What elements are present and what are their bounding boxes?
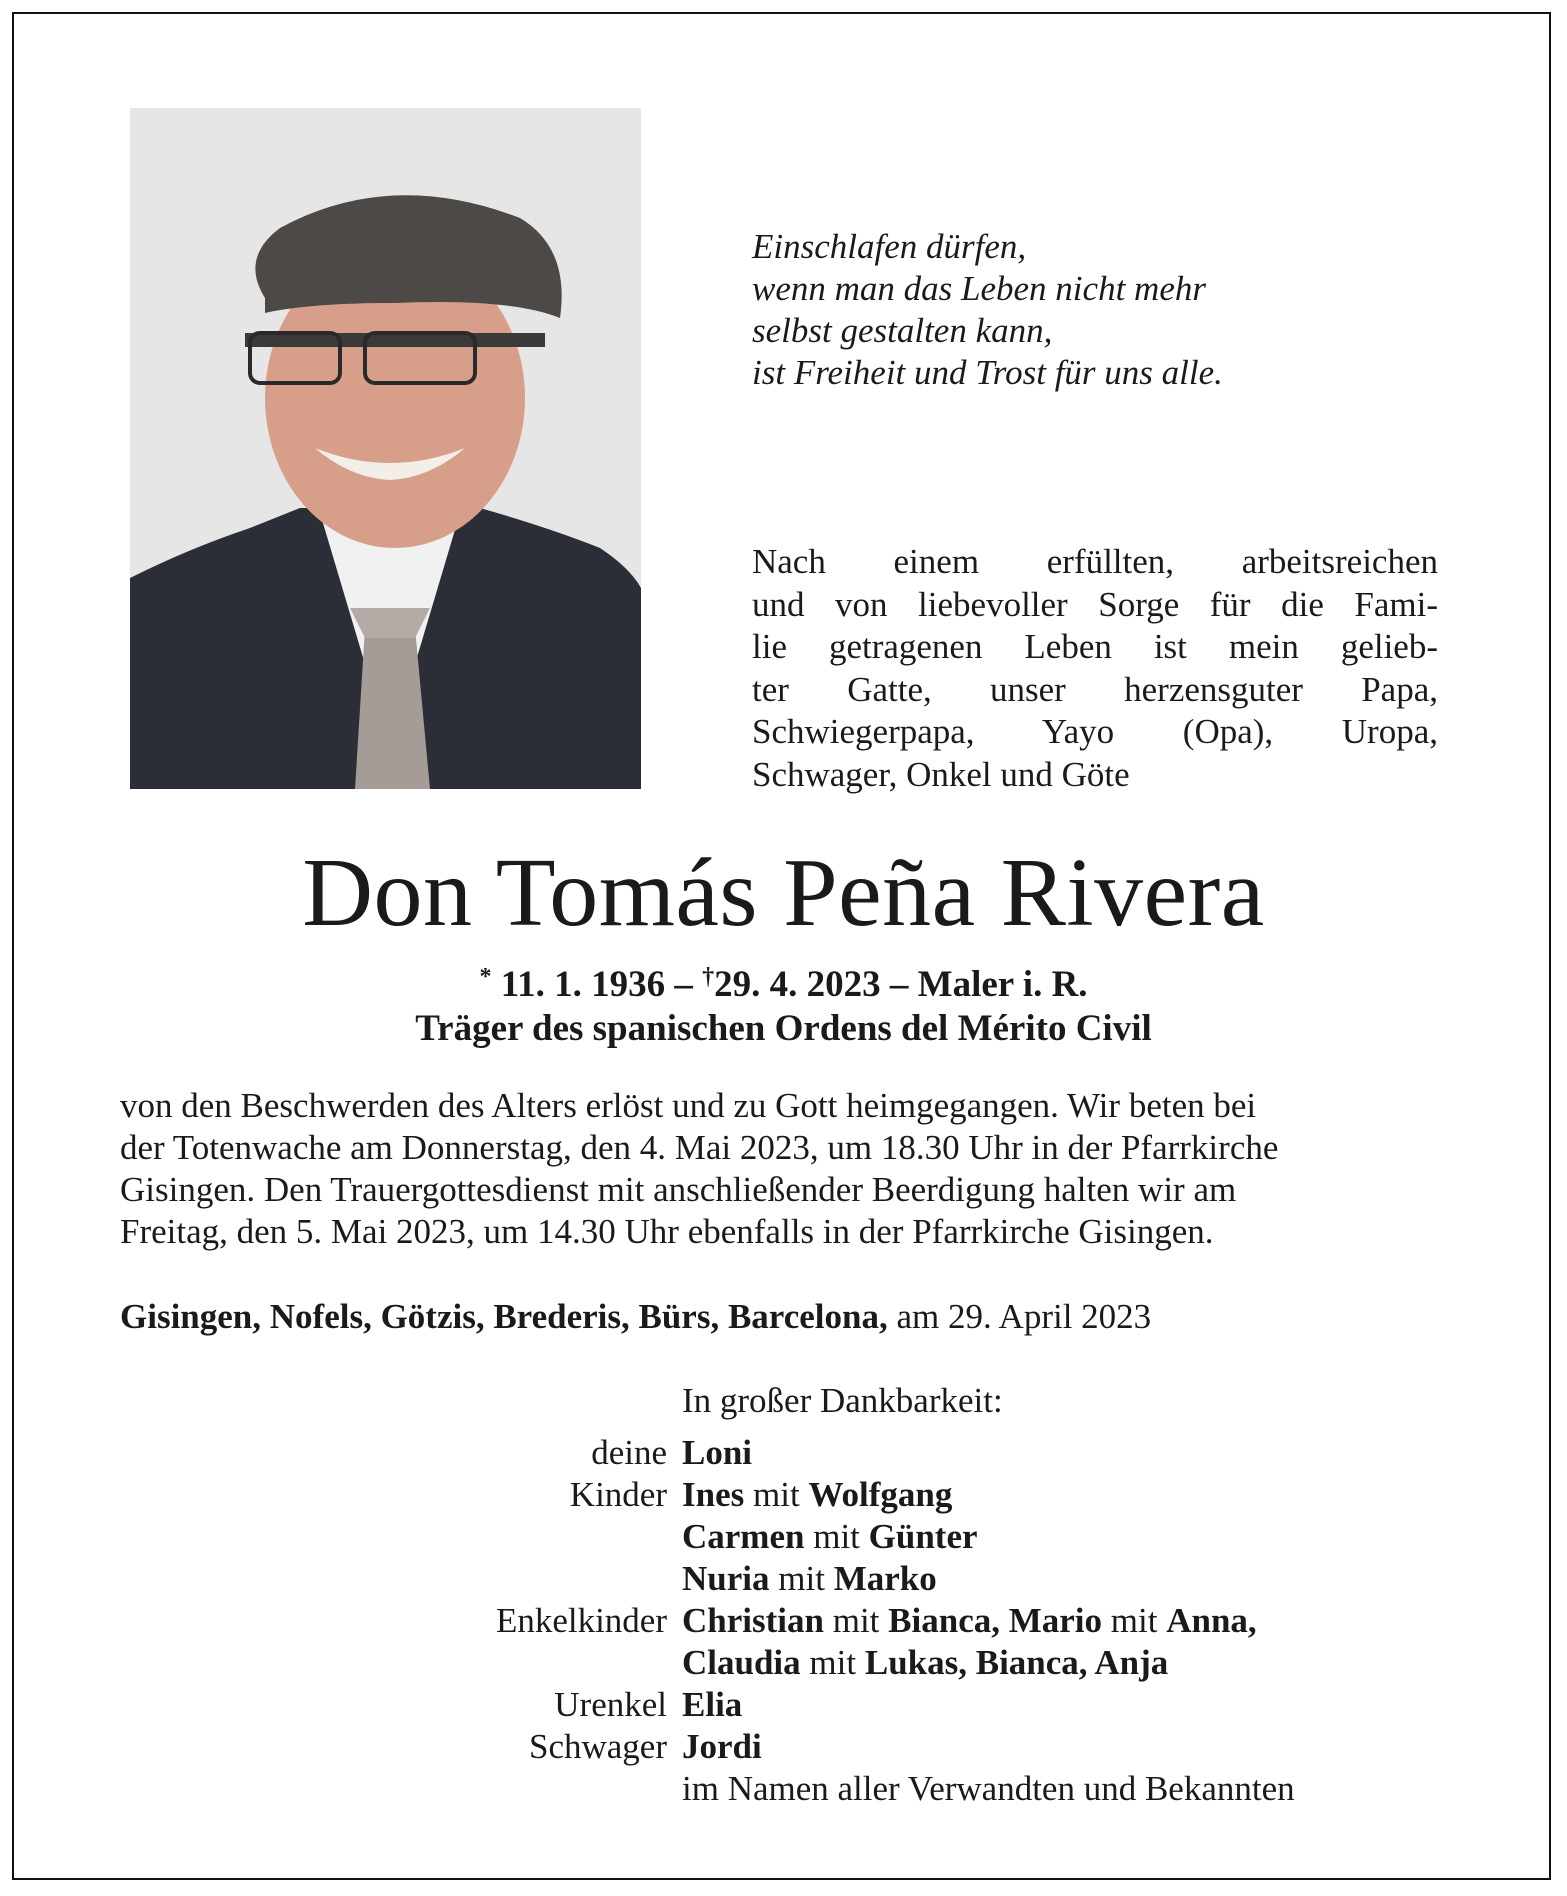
intro-line: ter Gatte, unser herzensguter Papa, — [752, 669, 1438, 709]
relation-label: Kinder — [569, 1475, 667, 1514]
quote-line: Einschlafen dürfen, — [752, 227, 1027, 266]
intro-line: und von liebevoller Sorge für die Fami- — [752, 584, 1438, 624]
places-date: am 29. April 2023 — [896, 1297, 1152, 1336]
quote-line: wenn man das Leben nicht mehr — [752, 269, 1206, 308]
profession: Maler i. R. — [917, 964, 1088, 1005]
birth-mark: * — [479, 964, 492, 990]
family-names: Ines mit Wolfgang — [682, 1475, 953, 1514]
family-names: Carmen mit Günter — [682, 1517, 978, 1556]
relation-label: deine — [591, 1433, 667, 1472]
family-names: Nuria mit Marko — [682, 1559, 937, 1598]
family-row — [0, 1768, 1567, 1810]
family-list — [0, 1432, 1567, 1810]
honor-line: Träger des spanischen Ordens del Mérito Civil — [415, 1008, 1152, 1049]
deceased-name: Don Tomás Peña Rivera — [302, 839, 1265, 947]
intro-line: Nach einem erfüllten, arbeitsreichen — [752, 542, 1438, 581]
family-names: Claudia mit Lukas, Bianca, Anja — [682, 1643, 1169, 1682]
relation-label: Urenkel — [554, 1685, 667, 1724]
family-names: Loni — [682, 1433, 753, 1472]
family-names: Elia — [682, 1685, 743, 1724]
death-mark: † — [702, 964, 715, 990]
intro-paragraph — [752, 541, 1438, 796]
quote-line: selbst gestalten kann, — [752, 311, 1053, 350]
announcement-line: Gisingen. Den Trauergottesdienst mit anschließender Beerdigung halten wir am — [120, 1170, 1237, 1209]
family-row — [0, 1684, 1567, 1726]
relation-label: Schwager — [528, 1727, 667, 1766]
closing-line: im Namen aller Verwandten und Bekannten — [682, 1769, 1295, 1808]
places-towns: Gisingen, Nofels, Götzis, Brederis, Bürs, Barcelona, — [120, 1297, 888, 1336]
announcement-line: der Totenwache am Donnerstag, den 4. Mai 2023, um 18.30 Uhr in der Pfarrkirche — [120, 1128, 1279, 1167]
portrait-photo — [130, 108, 641, 789]
birth-date: 11. 1. 1936 — [500, 964, 666, 1005]
family-row — [0, 1516, 1567, 1558]
life-dates — [0, 963, 1567, 1051]
quote-line: ist Freiheit und Trost für uns alle. — [752, 353, 1223, 392]
thanks-heading: In großer Dankbarkeit: — [682, 1381, 1003, 1420]
family-row — [0, 1432, 1567, 1474]
intro-line: Schwager, Onkel und Göte — [752, 754, 1130, 794]
dates-line: * 11. 1. 1936 – †29. 4. 2023 – Maler i. R. — [479, 964, 1088, 1005]
family-names: Jordi — [682, 1727, 762, 1766]
places-line — [120, 1296, 1460, 1338]
announcement-line: von den Beschwerden des Alters erlöst und zu Gott heimgegangen. Wir beten bei — [120, 1086, 1257, 1125]
portrait-illustration — [130, 108, 641, 789]
relation-label: Enkelkinder — [495, 1601, 667, 1640]
family-row — [0, 1726, 1567, 1768]
death-date: 29. 4. 2023 — [714, 964, 881, 1005]
announcement-line: Freitag, den 5. Mai 2023, um 14.30 Uhr ebenfalls in der Pfarrkirche Gisingen. — [120, 1212, 1214, 1251]
intro-line: Schwiegerpapa, Yayo (Opa), Uropa, — [752, 712, 1438, 751]
announcement-paragraph — [120, 1085, 1450, 1253]
intro-line: lie getragenen Leben ist mein gelieb- — [752, 627, 1438, 666]
family-row — [0, 1642, 1567, 1684]
family-names: Christian mit Bianca, Mario mit Anna, — [682, 1601, 1257, 1640]
quote-block — [752, 226, 1452, 394]
family-row — [0, 1474, 1567, 1516]
family-row — [0, 1600, 1567, 1642]
family-row — [0, 1558, 1567, 1600]
